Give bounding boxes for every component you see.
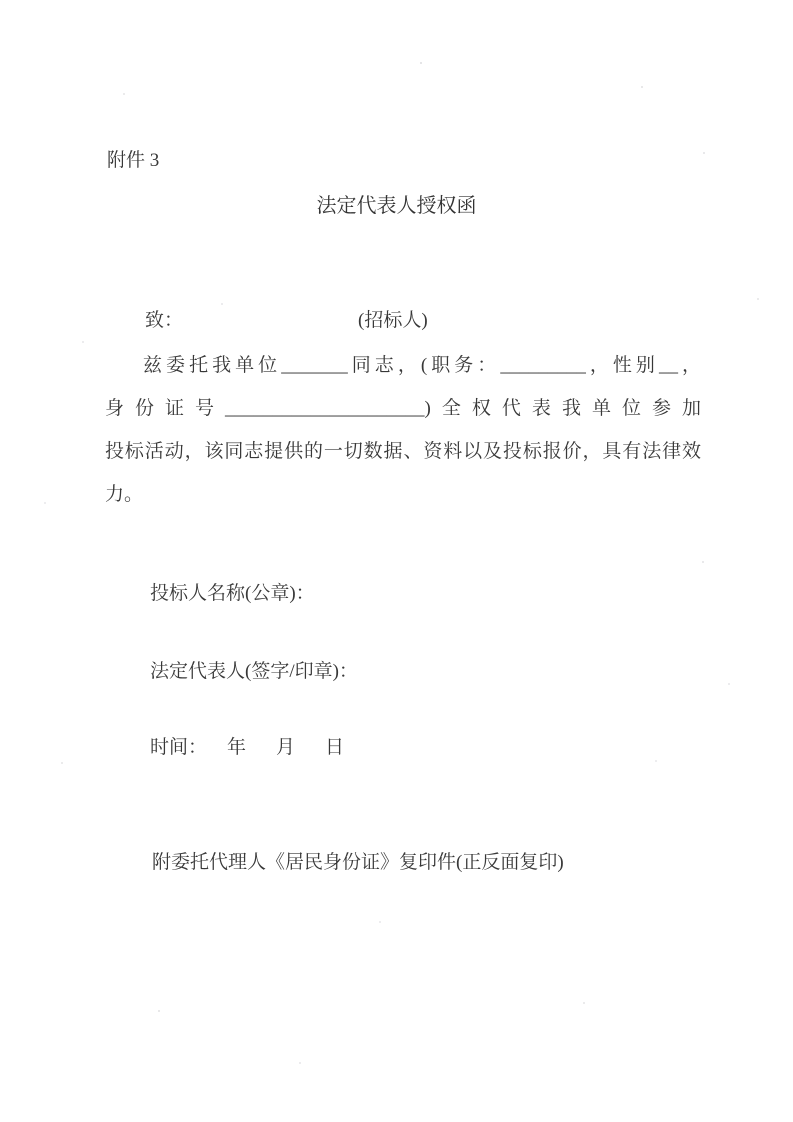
id-copy-note: 附委托代理人《居民身份证》复印件(正反面复印): [152, 852, 564, 873]
paragraph-line-4: 力。: [105, 484, 144, 505]
legal-representative-label: 法定代表人(签字/印章)：: [150, 661, 358, 682]
paragraph-line-3: 投标活动，该同志提供的一切数据、资料以及投标报价，具有法律效: [105, 441, 701, 462]
date-line: [150, 738, 344, 757]
authorization-paragraph: [105, 344, 701, 516]
recipient-line: [145, 311, 428, 330]
paragraph-line-2: 身份证号_____________________)全权代表我单位参加: [105, 398, 701, 419]
scan-noise-specks: [0, 0, 2, 2]
recipient-to-label: 致：: [145, 310, 184, 331]
date-month-label: 月: [276, 737, 296, 758]
attachment-label: 附件 3: [107, 150, 160, 171]
bidder-name-label: 投标人名称(公章)：: [150, 583, 315, 604]
date-label: 时间：: [150, 737, 208, 758]
date-year-label: 年: [227, 737, 247, 758]
date-day-label: 日: [325, 737, 345, 758]
recipient-designation: (招标人): [358, 310, 428, 331]
document-title: 法定代表人授权函: [316, 195, 477, 217]
paragraph-line-1: 兹委托我单位_______同志，(职务：_________，性别__，: [143, 355, 701, 376]
